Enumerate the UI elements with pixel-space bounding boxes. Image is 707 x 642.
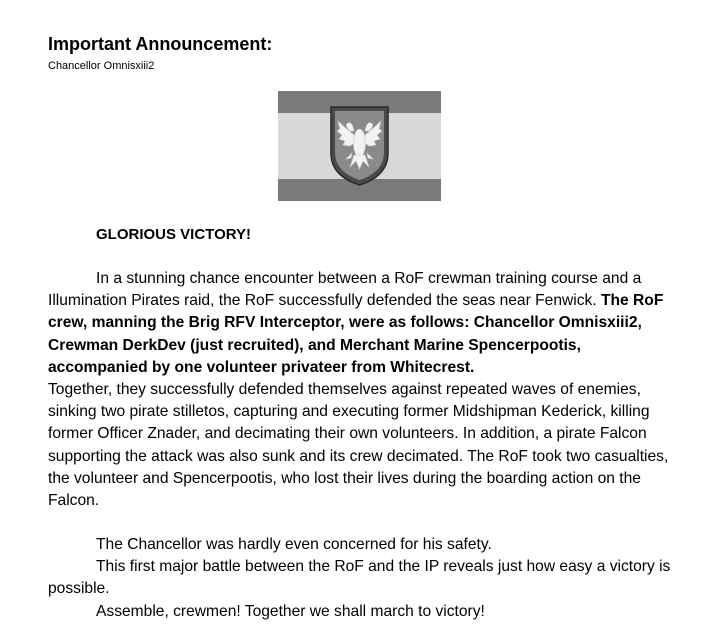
author-line: Chancellor Omnisxiii2 (48, 60, 155, 72)
crew-list-text: The RoF crew, manning the Brig RFV Interceptor, were as follows: Chancellor Omnisxiii2, Crewman DerkDev (just recruited), and Merchant Marine Spencerpootis, accompanied by one volunteer privateer from Whitecrest. (48, 292, 664, 376)
closing-line-3: Assemble, crewmen! Together we shall march to victory! (96, 602, 485, 620)
report-intro-text: In a stunning chance encounter between a RoF crewman training course and a Illumination Pirates raid, the RoF successfully defended the seas near Fenwick. (48, 270, 642, 310)
closing-paragraph (48, 534, 678, 623)
indent-space (48, 270, 96, 287)
eagle-shield-icon (278, 91, 441, 201)
announcement-title: Important Announcement: (48, 34, 273, 54)
victory-heading: GLORIOUS VICTORY! (96, 226, 252, 243)
indent-space (48, 536, 96, 553)
closing-line-2: This first major battle between the RoF and the IP reveals just how easy a victory is possible. (48, 558, 671, 598)
flag-image (278, 91, 441, 201)
indent-space (48, 603, 96, 620)
battle-report-paragraph (48, 268, 678, 512)
closing-line-1: The Chancellor was hardly even concerned for his safety. (96, 536, 492, 553)
indent-space (48, 558, 96, 575)
report-outcome-text: Together, they successfully defended themselves against repeated waves of enemies, sinking two pirate stilletos, capturing and executing former Midshipman Kederick, killing former Officer Znader, and decimating their own volunteers. In addition, a pirate Falcon supporting the attack was also sunk and its crew decimated. The RoF took two casualties, the volunteer and Spencerpootis, who lost their lives during the boarding action on the Falcon. (48, 381, 669, 510)
